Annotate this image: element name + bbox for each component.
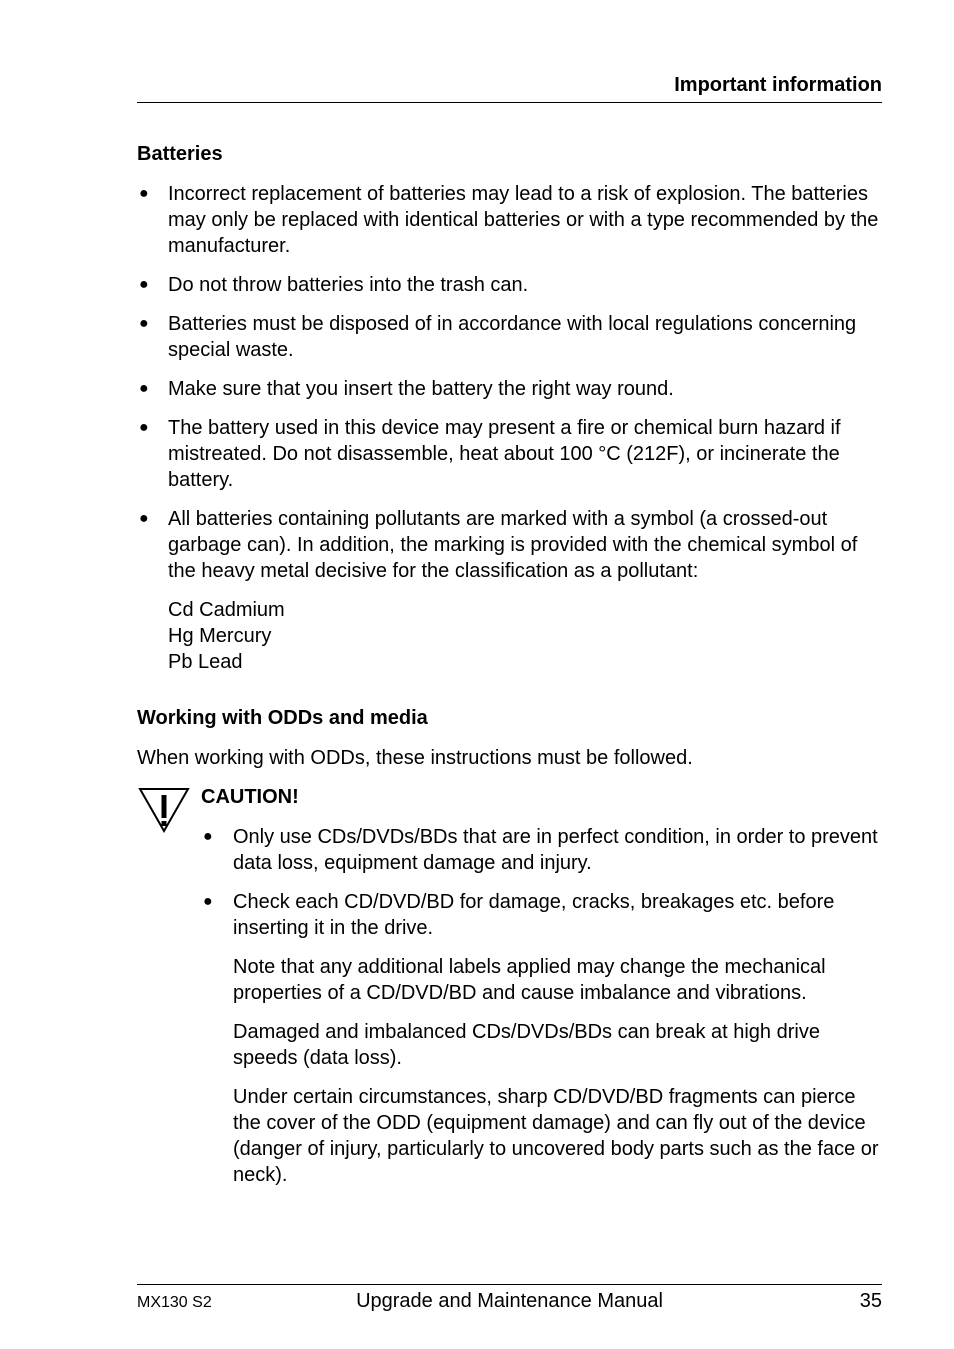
caution-block (137, 784, 882, 1188)
page-footer (137, 1288, 882, 1314)
bullet-icon: ● (139, 510, 149, 527)
caution-note: Note that any additional labels applied may change the mechanical properties of a CD/DVD/BD and cause imbalance and vibrations. (233, 956, 826, 1004)
element-mercury: Hg Mercury (168, 625, 272, 647)
odds-heading: Working with ODDs and media (137, 707, 428, 729)
page-header-title: Important information (674, 74, 882, 96)
element-cadmium: Cd Cadmium (168, 599, 285, 621)
batteries-heading: Batteries (137, 143, 223, 165)
bullet-icon: ● (139, 276, 149, 293)
list-item: ● Do not throw batteries into the trash can. (139, 274, 529, 296)
bullet-icon: ● (203, 893, 213, 910)
odds-intro: When working with ODDs, these instructions must be followed. (137, 747, 693, 769)
page-content (137, 141, 882, 1201)
footer-manual-title: Upgrade and Maintenance Manual (356, 1290, 663, 1312)
header-rule (137, 102, 882, 103)
list-item: ● The battery used in this device may present a fire or chemical burn hazard if mistreated. Do not disassemble, heat about 100 °C (212F), or incinerate the battery. (139, 417, 841, 491)
caution-title: CAUTION! (201, 786, 299, 808)
warning-triangle-icon (137, 786, 191, 834)
list-item: ● Check each CD/DVD/BD for damage, cracks, breakages etc. before inserting it in the drive. (203, 891, 835, 939)
batteries-list (137, 181, 882, 584)
caution-note: Under certain circumstances, sharp CD/DVD/BD fragments can pierce the cover of the ODD (equipment damage) and can fly out of the device (danger of injury, particularly to uncovered body parts such as the face or neck). (233, 1086, 879, 1186)
page-number: 35 (859, 1290, 882, 1312)
bullet-icon: ● (139, 419, 149, 436)
footer-model: MX130 S2 (137, 1294, 212, 1311)
list-item: ● Incorrect replacement of batteries may lead to a risk of explosion. The batteries may only be replaced with identical batteries or with a type recommended by the manufacturer. (139, 183, 879, 257)
list-item: ● All batteries containing pollutants are marked with a symbol (a crossed-out garbage can). In addition, the marking is provided with the chemical symbol of the heavy metal decisive for the classification as a pollutant: (139, 508, 858, 582)
element-lead: Pb Lead (168, 651, 243, 673)
bullet-icon: ● (139, 380, 149, 397)
caution-note: Damaged and imbalanced CDs/DVDs/BDs can break at high drive speeds (data loss). (233, 1021, 820, 1069)
list-item: ● Batteries must be disposed of in accordance with local regulations concerning special waste. (139, 313, 857, 361)
bullet-icon: ● (139, 185, 149, 202)
pollutant-elements (137, 597, 882, 675)
list-item: ● Only use CDs/DVDs/BDs that are in perfect condition, in order to prevent data loss, equipment damage and injury. (203, 826, 878, 874)
bullet-icon: ● (203, 828, 213, 845)
bullet-icon: ● (139, 315, 149, 332)
list-item: ● Make sure that you insert the battery the right way round. (139, 378, 674, 400)
footer-rule (137, 1284, 882, 1285)
caution-list (201, 824, 882, 941)
